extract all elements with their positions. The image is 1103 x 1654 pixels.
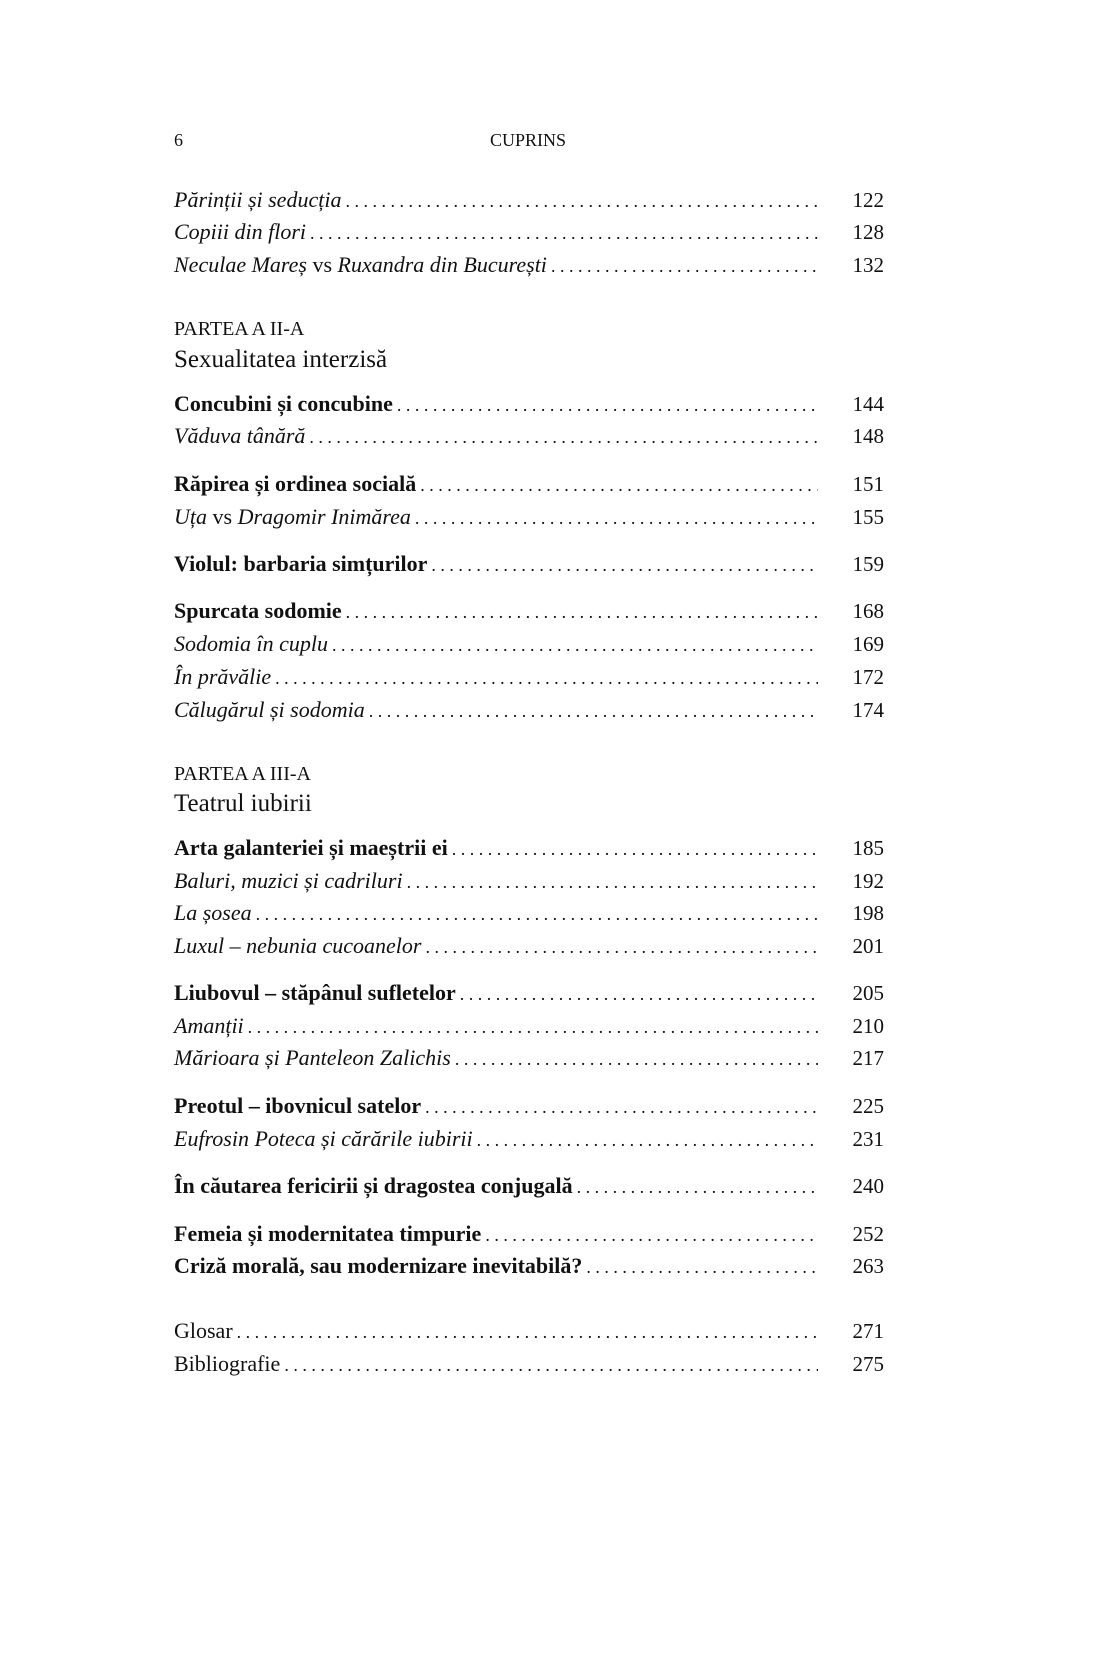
title-segment: În căutarea fericirii și dragostea conjugală	[174, 1173, 573, 1198]
toc-page-number: 159	[852, 552, 884, 576]
title-segment: Ruxandra din București	[337, 252, 547, 277]
toc-page-number: 217	[852, 1046, 884, 1070]
dot-leader	[256, 899, 818, 929]
title-segment: Femeia și modernitatea timpurie	[174, 1221, 482, 1246]
dot-leader	[237, 1317, 818, 1347]
toc-page-number: 263	[852, 1254, 884, 1278]
toc-entry-title	[174, 1219, 481, 1249]
toc-entry-title	[174, 250, 547, 280]
part-label: PARTEA A III-A	[174, 763, 311, 785]
title-segment: Mărioara și Panteleon Zalichis	[174, 1045, 451, 1070]
toc-entry-title	[174, 469, 416, 499]
toc-entry[interactable]	[174, 833, 884, 863]
dot-leader	[425, 932, 818, 962]
toc-entry[interactable]	[174, 1349, 884, 1379]
part-label: PARTEA A II-A	[174, 318, 305, 340]
title-segment: Copiii din flori	[174, 219, 307, 244]
dot-leader	[369, 696, 818, 726]
toc-entry-title	[174, 1043, 451, 1073]
toc-entry[interactable]	[174, 662, 884, 692]
dot-leader	[460, 979, 818, 1009]
toc-entry[interactable]	[174, 1251, 884, 1281]
part-title: Sexualitatea interzisă	[174, 346, 388, 373]
toc-page-number: 168	[852, 599, 884, 623]
toc-entry[interactable]	[174, 898, 884, 928]
toc-page-number: 169	[852, 632, 884, 656]
dot-leader	[577, 1172, 818, 1202]
toc-entry[interactable]	[174, 1043, 884, 1073]
dot-leader	[455, 1044, 818, 1074]
title-segment: Criză morală, sau modernizare inevitabilă?	[174, 1253, 583, 1278]
dot-leader	[345, 186, 818, 216]
toc-page-number: 144	[852, 392, 884, 416]
title-segment: Baluri, muzici și cadriluri	[174, 868, 403, 893]
title-segment: vs	[306, 252, 338, 277]
toc-entry-title	[174, 1171, 573, 1201]
toc-entry[interactable]	[174, 389, 884, 419]
page-number: 6	[174, 130, 183, 150]
toc-entry[interactable]	[174, 469, 884, 499]
title-segment: Violul: barbaria simțurilor	[174, 551, 428, 576]
toc-page-number: 192	[852, 869, 884, 893]
title-segment: Concubini și concubine	[174, 391, 393, 416]
toc-entry-title	[174, 695, 365, 725]
title-segment: Liubovul – stăpânul sufletelor	[174, 980, 456, 1005]
dot-leader	[309, 422, 818, 452]
toc-page-number: 151	[852, 472, 884, 496]
toc-entry[interactable]	[174, 1219, 884, 1249]
dot-leader	[332, 630, 818, 660]
dot-leader	[346, 597, 818, 627]
dot-leader	[452, 834, 818, 864]
toc-entry-title	[174, 421, 305, 451]
toc-page-number: 132	[852, 253, 884, 277]
title-segment: Călugărul și sodomia	[174, 697, 365, 722]
toc-entry-title	[174, 978, 456, 1008]
toc-entry-title	[174, 833, 448, 863]
toc-page-number: 210	[852, 1014, 884, 1038]
toc-entry-title	[174, 502, 411, 532]
title-segment: Preotul – ibovnicul satelor	[174, 1093, 422, 1118]
toc-entry-title	[174, 549, 427, 579]
toc-page-number: 252	[852, 1222, 884, 1246]
toc-entry[interactable]	[174, 695, 884, 725]
toc-entry-title	[174, 898, 252, 928]
toc-entry[interactable]	[174, 596, 884, 626]
toc-entry-title	[174, 1251, 582, 1281]
title-segment: La șosea	[174, 900, 252, 925]
title-segment: Dragomir Inimărea	[237, 504, 411, 529]
toc-page-number: 174	[852, 698, 884, 722]
toc-page-number: 231	[852, 1127, 884, 1151]
toc-entry-title	[174, 1011, 244, 1041]
title-segment: Glosar	[174, 1318, 233, 1343]
toc-entry[interactable]	[174, 185, 884, 215]
toc-entry-title	[174, 1349, 280, 1379]
toc-page-number: 225	[852, 1094, 884, 1118]
toc-page-number: 185	[852, 836, 884, 860]
toc-page-number: 198	[852, 901, 884, 925]
toc-entry[interactable]	[174, 1011, 884, 1041]
title-segment: Eufrosin Poteca și cărările iubirii	[174, 1126, 473, 1151]
toc-entry[interactable]	[174, 217, 884, 247]
toc-entry[interactable]	[174, 866, 884, 896]
dot-leader	[477, 1125, 818, 1155]
title-segment: Văduva tânără	[174, 423, 306, 448]
dot-leader	[415, 503, 818, 533]
toc-page-number: 148	[852, 424, 884, 448]
toc-page-number: 128	[852, 220, 884, 244]
dot-leader	[425, 1092, 818, 1122]
toc-entry[interactable]	[174, 1171, 884, 1201]
running-title: CUPRINS	[489, 130, 567, 150]
toc-page-number: 275	[852, 1352, 884, 1376]
toc-entry[interactable]	[174, 629, 884, 659]
title-segment: Sodomia în cuplu	[174, 631, 328, 656]
dot-leader	[551, 251, 818, 281]
toc-page-number: 201	[852, 934, 884, 958]
dot-leader	[397, 390, 818, 420]
toc-page-number: 172	[852, 665, 884, 689]
dot-leader	[586, 1252, 818, 1282]
dot-leader	[284, 1350, 818, 1380]
title-segment: Spurcata sodomie	[174, 598, 342, 623]
toc-page-number: 155	[852, 505, 884, 529]
dot-leader	[420, 470, 818, 500]
dot-leader	[485, 1220, 818, 1250]
title-segment: Uța	[174, 504, 207, 529]
title-segment: În prăvălie	[174, 664, 272, 689]
toc-entry-title	[174, 866, 403, 896]
toc-entry-title	[174, 1124, 473, 1154]
title-segment: Răpirea și ordinea socială	[174, 471, 417, 496]
part-title: Teatrul iubirii	[174, 790, 312, 817]
toc-entry[interactable]	[174, 250, 884, 280]
toc-entry-title	[174, 1091, 421, 1121]
title-segment: vs	[207, 504, 238, 529]
title-segment: Neculae Mareș	[174, 252, 307, 277]
toc-entry[interactable]	[174, 1124, 884, 1154]
title-segment: Luxul – nebunia cucoanelor	[174, 933, 422, 958]
dot-leader	[407, 867, 818, 897]
toc-entry-title	[174, 596, 342, 626]
title-segment: Bibliografie	[174, 1351, 281, 1376]
toc-entry-title	[174, 1316, 233, 1346]
dot-leader	[275, 663, 818, 693]
toc-entry[interactable]	[174, 978, 884, 1008]
toc-entry-title	[174, 662, 271, 692]
dot-leader	[431, 550, 818, 580]
dot-leader	[248, 1012, 818, 1042]
toc-entry[interactable]	[174, 1316, 884, 1346]
title-segment: Amanții	[174, 1013, 244, 1038]
title-segment: Părinții și seducția	[174, 187, 342, 212]
toc-entry-title	[174, 217, 306, 247]
toc-entry-title	[174, 629, 328, 659]
toc-page-number: 122	[852, 188, 884, 212]
toc-page-number: 205	[852, 981, 884, 1005]
toc-entry[interactable]	[174, 421, 884, 451]
toc-entry[interactable]	[174, 1091, 884, 1121]
toc-page-number: 240	[852, 1174, 884, 1198]
title-segment: Arta galanteriei și maeștrii ei	[174, 835, 448, 860]
toc-page-number: 271	[852, 1319, 884, 1343]
toc-entry[interactable]	[174, 549, 884, 579]
toc-entry-title	[174, 185, 341, 215]
toc-entry[interactable]	[174, 931, 884, 961]
toc-entry-title	[174, 389, 393, 419]
toc-entry-title	[174, 931, 421, 961]
toc-entry[interactable]	[174, 502, 884, 532]
dot-leader	[310, 218, 818, 248]
